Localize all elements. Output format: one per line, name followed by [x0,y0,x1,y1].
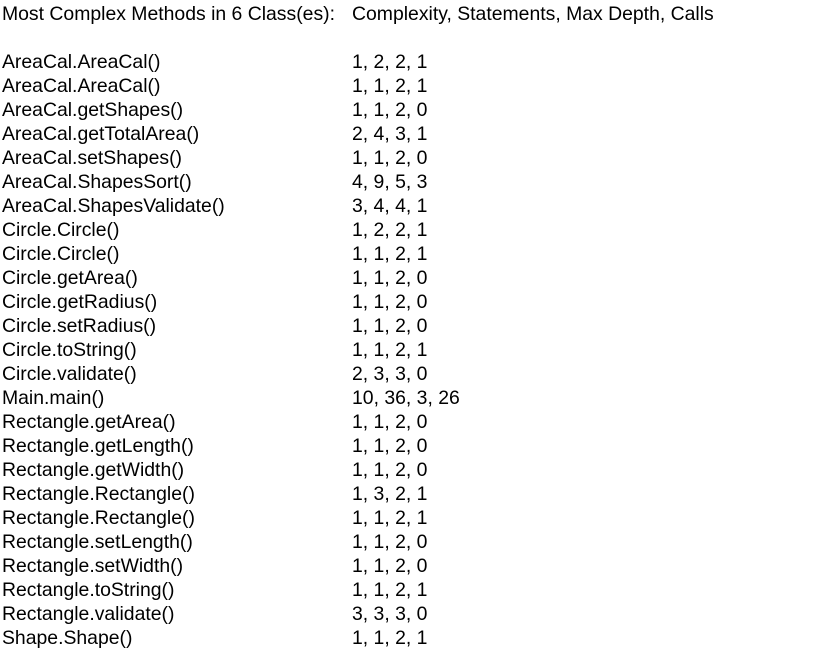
method-name: Circle.validate() [2,363,137,385]
metrics-header: Complexity, Statements, Max Depth, Calls [352,3,714,25]
method-metric-values: 1, 1, 2, 1 [352,627,428,649]
method-metric-values: 10, 36, 3, 26 [352,387,460,409]
method-row [2,434,819,458]
method-metric-values: 1, 1, 2, 0 [352,435,428,457]
report-title-line [2,2,819,26]
method-row [2,314,819,338]
method-row [2,290,819,314]
method-name: Circle.getRadius() [2,291,158,313]
method-name: Rectangle.getWidth() [2,459,185,481]
method-row [2,338,819,362]
method-name: Rectangle.getArea() [2,411,176,433]
report-title: Most Complex Methods in 6 Class(es): [2,3,335,25]
method-row [2,458,819,482]
method-metric-values: 1, 1, 2, 0 [352,315,428,337]
method-name: Circle.setRadius() [2,315,157,337]
method-metric-values: 1, 1, 2, 1 [352,339,428,361]
method-metric-values: 1, 2, 2, 1 [352,51,428,73]
method-rows [2,50,819,650]
blank-line [2,26,819,50]
method-metric-values: 1, 1, 2, 0 [352,147,428,169]
method-row [2,218,819,242]
method-row [2,626,819,650]
method-row [2,170,819,194]
method-name: Circle.toString() [2,339,137,361]
method-name: AreaCal.ShapesSort() [2,171,192,193]
method-metric-values: 1, 1, 2, 1 [352,507,428,529]
method-name: Circle.getArea() [2,267,138,289]
method-metric-values: 3, 4, 4, 1 [352,195,428,217]
method-name: AreaCal.AreaCal() [2,51,161,73]
method-name: Shape.Shape() [2,627,133,649]
method-metric-values: 1, 1, 2, 0 [352,411,428,433]
method-row [2,362,819,386]
method-row [2,266,819,290]
method-row [2,410,819,434]
method-name: Rectangle.toString() [2,579,175,601]
method-row [2,506,819,530]
method-row [2,194,819,218]
method-name: Rectangle.setWidth() [2,555,184,577]
method-name: Rectangle.setLength() [2,531,193,553]
method-name: Main.main() [2,387,105,409]
method-name: AreaCal.getTotalArea() [2,123,200,145]
method-metric-values: 4, 9, 5, 3 [352,171,428,193]
method-row [2,386,819,410]
method-metric-values: 2, 4, 3, 1 [352,123,428,145]
method-row [2,50,819,74]
method-metric-values: 1, 1, 2, 1 [352,243,428,265]
method-name: Rectangle.Rectangle() [2,507,195,529]
method-metric-values: 1, 1, 2, 1 [352,75,428,97]
method-name: Rectangle.Rectangle() [2,483,195,505]
method-row [2,74,819,98]
method-name: AreaCal.AreaCal() [2,75,161,97]
method-metric-values: 1, 1, 2, 0 [352,555,428,577]
method-row [2,602,819,626]
method-metric-values: 2, 3, 3, 0 [352,363,428,385]
method-metric-values: 1, 1, 2, 0 [352,531,428,553]
method-name: Rectangle.getLength() [2,435,194,457]
method-row [2,122,819,146]
method-row [2,530,819,554]
method-row [2,98,819,122]
method-metric-values: 1, 1, 2, 0 [352,267,428,289]
method-metric-values: 1, 1, 2, 0 [352,291,428,313]
method-row [2,554,819,578]
method-metric-values: 1, 1, 2, 1 [352,579,428,601]
method-name: AreaCal.setShapes() [2,147,182,169]
method-metric-values: 1, 1, 2, 0 [352,99,428,121]
method-metric-values: 1, 2, 2, 1 [352,219,428,241]
method-row [2,242,819,266]
method-name: AreaCal.getShapes() [2,99,184,121]
method-metric-values: 1, 3, 2, 1 [352,483,428,505]
method-metric-values: 1, 1, 2, 0 [352,459,428,481]
method-metric-values: 3, 3, 3, 0 [352,603,428,625]
method-row [2,578,819,602]
method-name: Rectangle.validate() [2,603,175,625]
method-row [2,482,819,506]
method-row [2,146,819,170]
method-name: Circle.Circle() [2,243,120,265]
method-name: AreaCal.ShapesValidate() [2,195,225,217]
method-name: Circle.Circle() [2,219,120,241]
